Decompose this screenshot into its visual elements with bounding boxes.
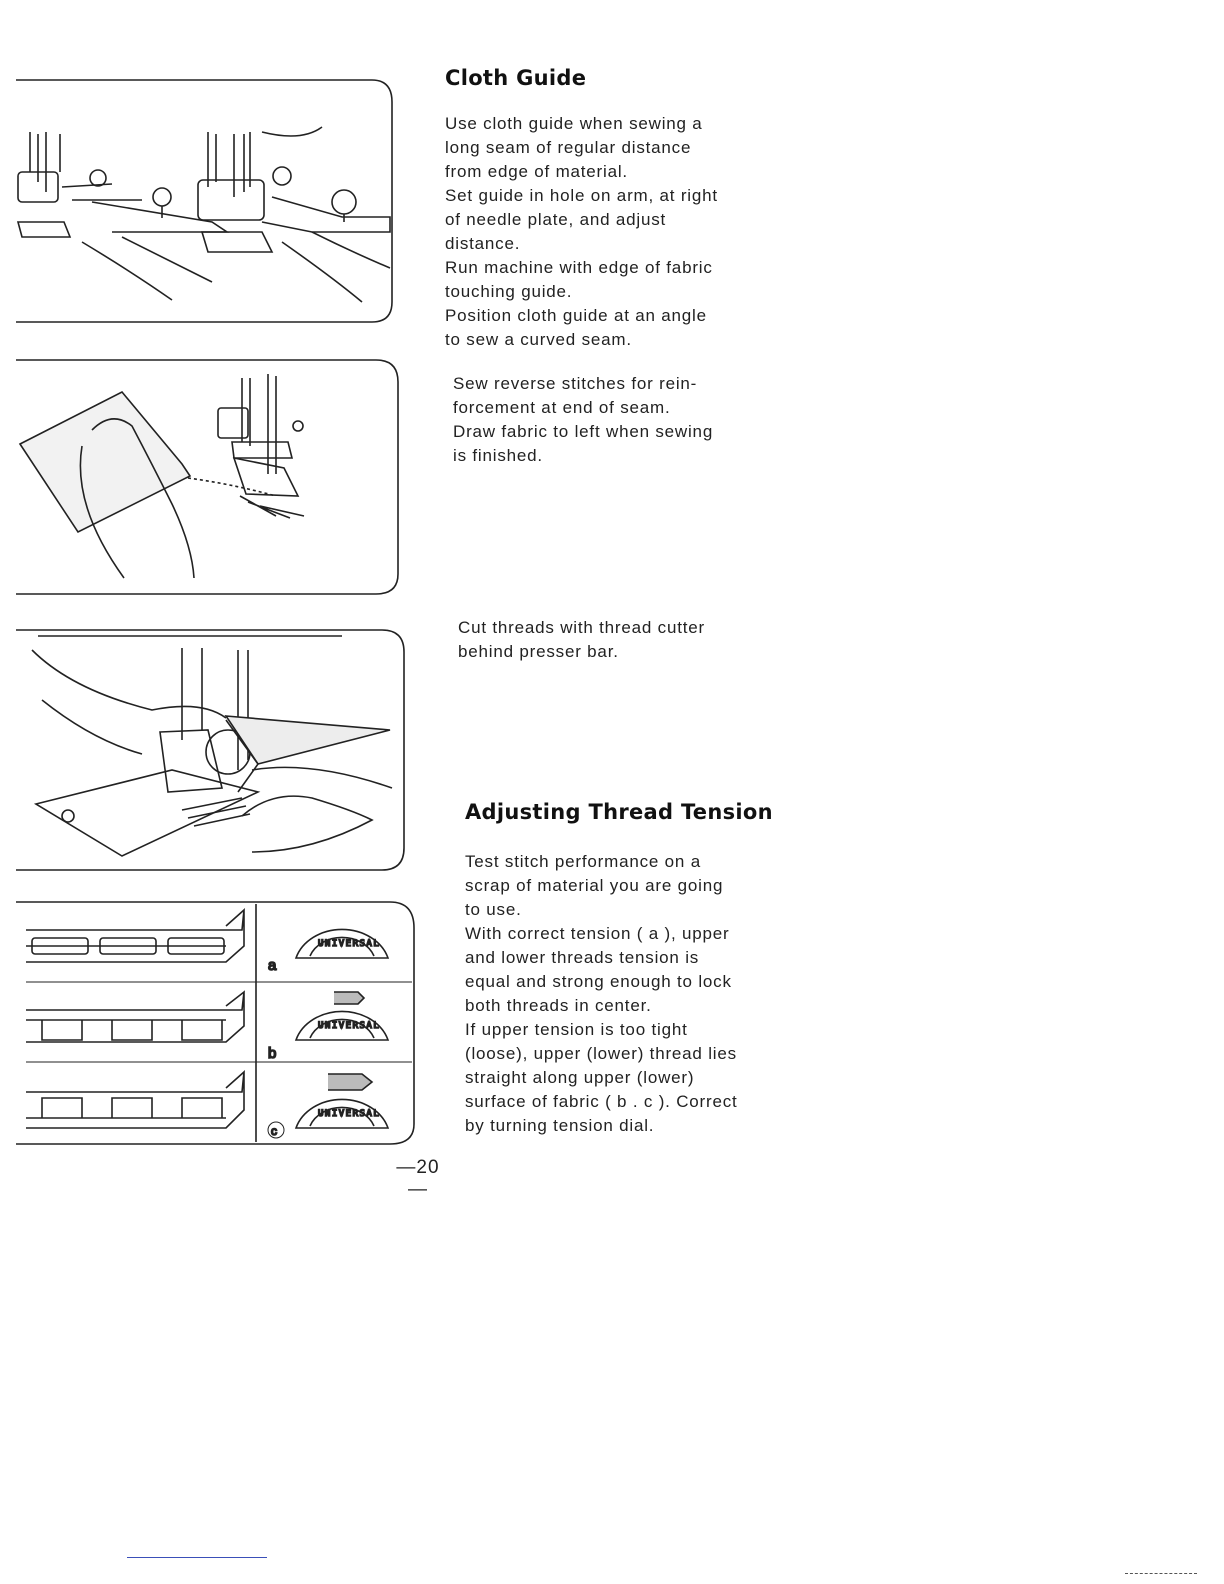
tension-dial-a bbox=[268, 929, 388, 974]
thread-tension-section bbox=[465, 800, 795, 1138]
cloth-guide-heading: Cloth Guide bbox=[445, 66, 587, 90]
reverse-stitch-text: Sew reverse stitches for rein- forcement at end of seam. Draw fabric to left when sewing is finished. bbox=[453, 374, 714, 465]
thread-cutter-text: Cut threads with thread cutter behind presser bar. bbox=[458, 618, 706, 661]
tension-dial-b bbox=[268, 992, 388, 1062]
tension-dial-c bbox=[268, 1074, 388, 1138]
thread-tension-text: Test stitch performance on a scrap of material you are going to use. With correct tension ( a ), upper and lower threads tension is equal and strong enough to lock both threads in center. If upper tension is too tight (loose), upper (lower) thread lies straight along upper (lower) surface of fabric ( b . c ). Correct by turning tension dial. bbox=[465, 852, 738, 1135]
page-number: —20— bbox=[396, 1157, 440, 1200]
cloth-guide-illustration bbox=[12, 72, 404, 334]
thread-tension-heading: Adjusting Thread Tension bbox=[465, 800, 773, 824]
stitch-sample-b bbox=[26, 992, 244, 1042]
label-a: a bbox=[268, 957, 277, 974]
cloth-guide-section bbox=[445, 66, 765, 352]
thread-tension-illustration bbox=[12, 892, 422, 1162]
footer-rule-left bbox=[127, 1557, 267, 1558]
stitch-sample-c bbox=[26, 1072, 244, 1128]
thread-cutter-illustration bbox=[12, 620, 412, 880]
footer-rule-right bbox=[1125, 1573, 1197, 1574]
label-b: b bbox=[268, 1045, 277, 1062]
reverse-stitch-illustration bbox=[12, 346, 407, 606]
cloth-guide-text: Use cloth guide when sewing a long seam of regular distance from edge of material. Set guide in hole on arm, at right of needle plate, and adjust distance. Run machine with edge of fabric touching guide. Position cloth guide at an angle to sew a curved seam. bbox=[445, 114, 718, 349]
label-c: c bbox=[271, 1124, 277, 1138]
svg-text:UNIVERSAL: UNIVERSAL bbox=[318, 939, 381, 949]
svg-text:UNIVERSAL: UNIVERSAL bbox=[318, 1021, 381, 1031]
stitch-sample-a bbox=[26, 910, 244, 962]
svg-text:UNIVERSAL: UNIVERSAL bbox=[318, 1109, 381, 1119]
